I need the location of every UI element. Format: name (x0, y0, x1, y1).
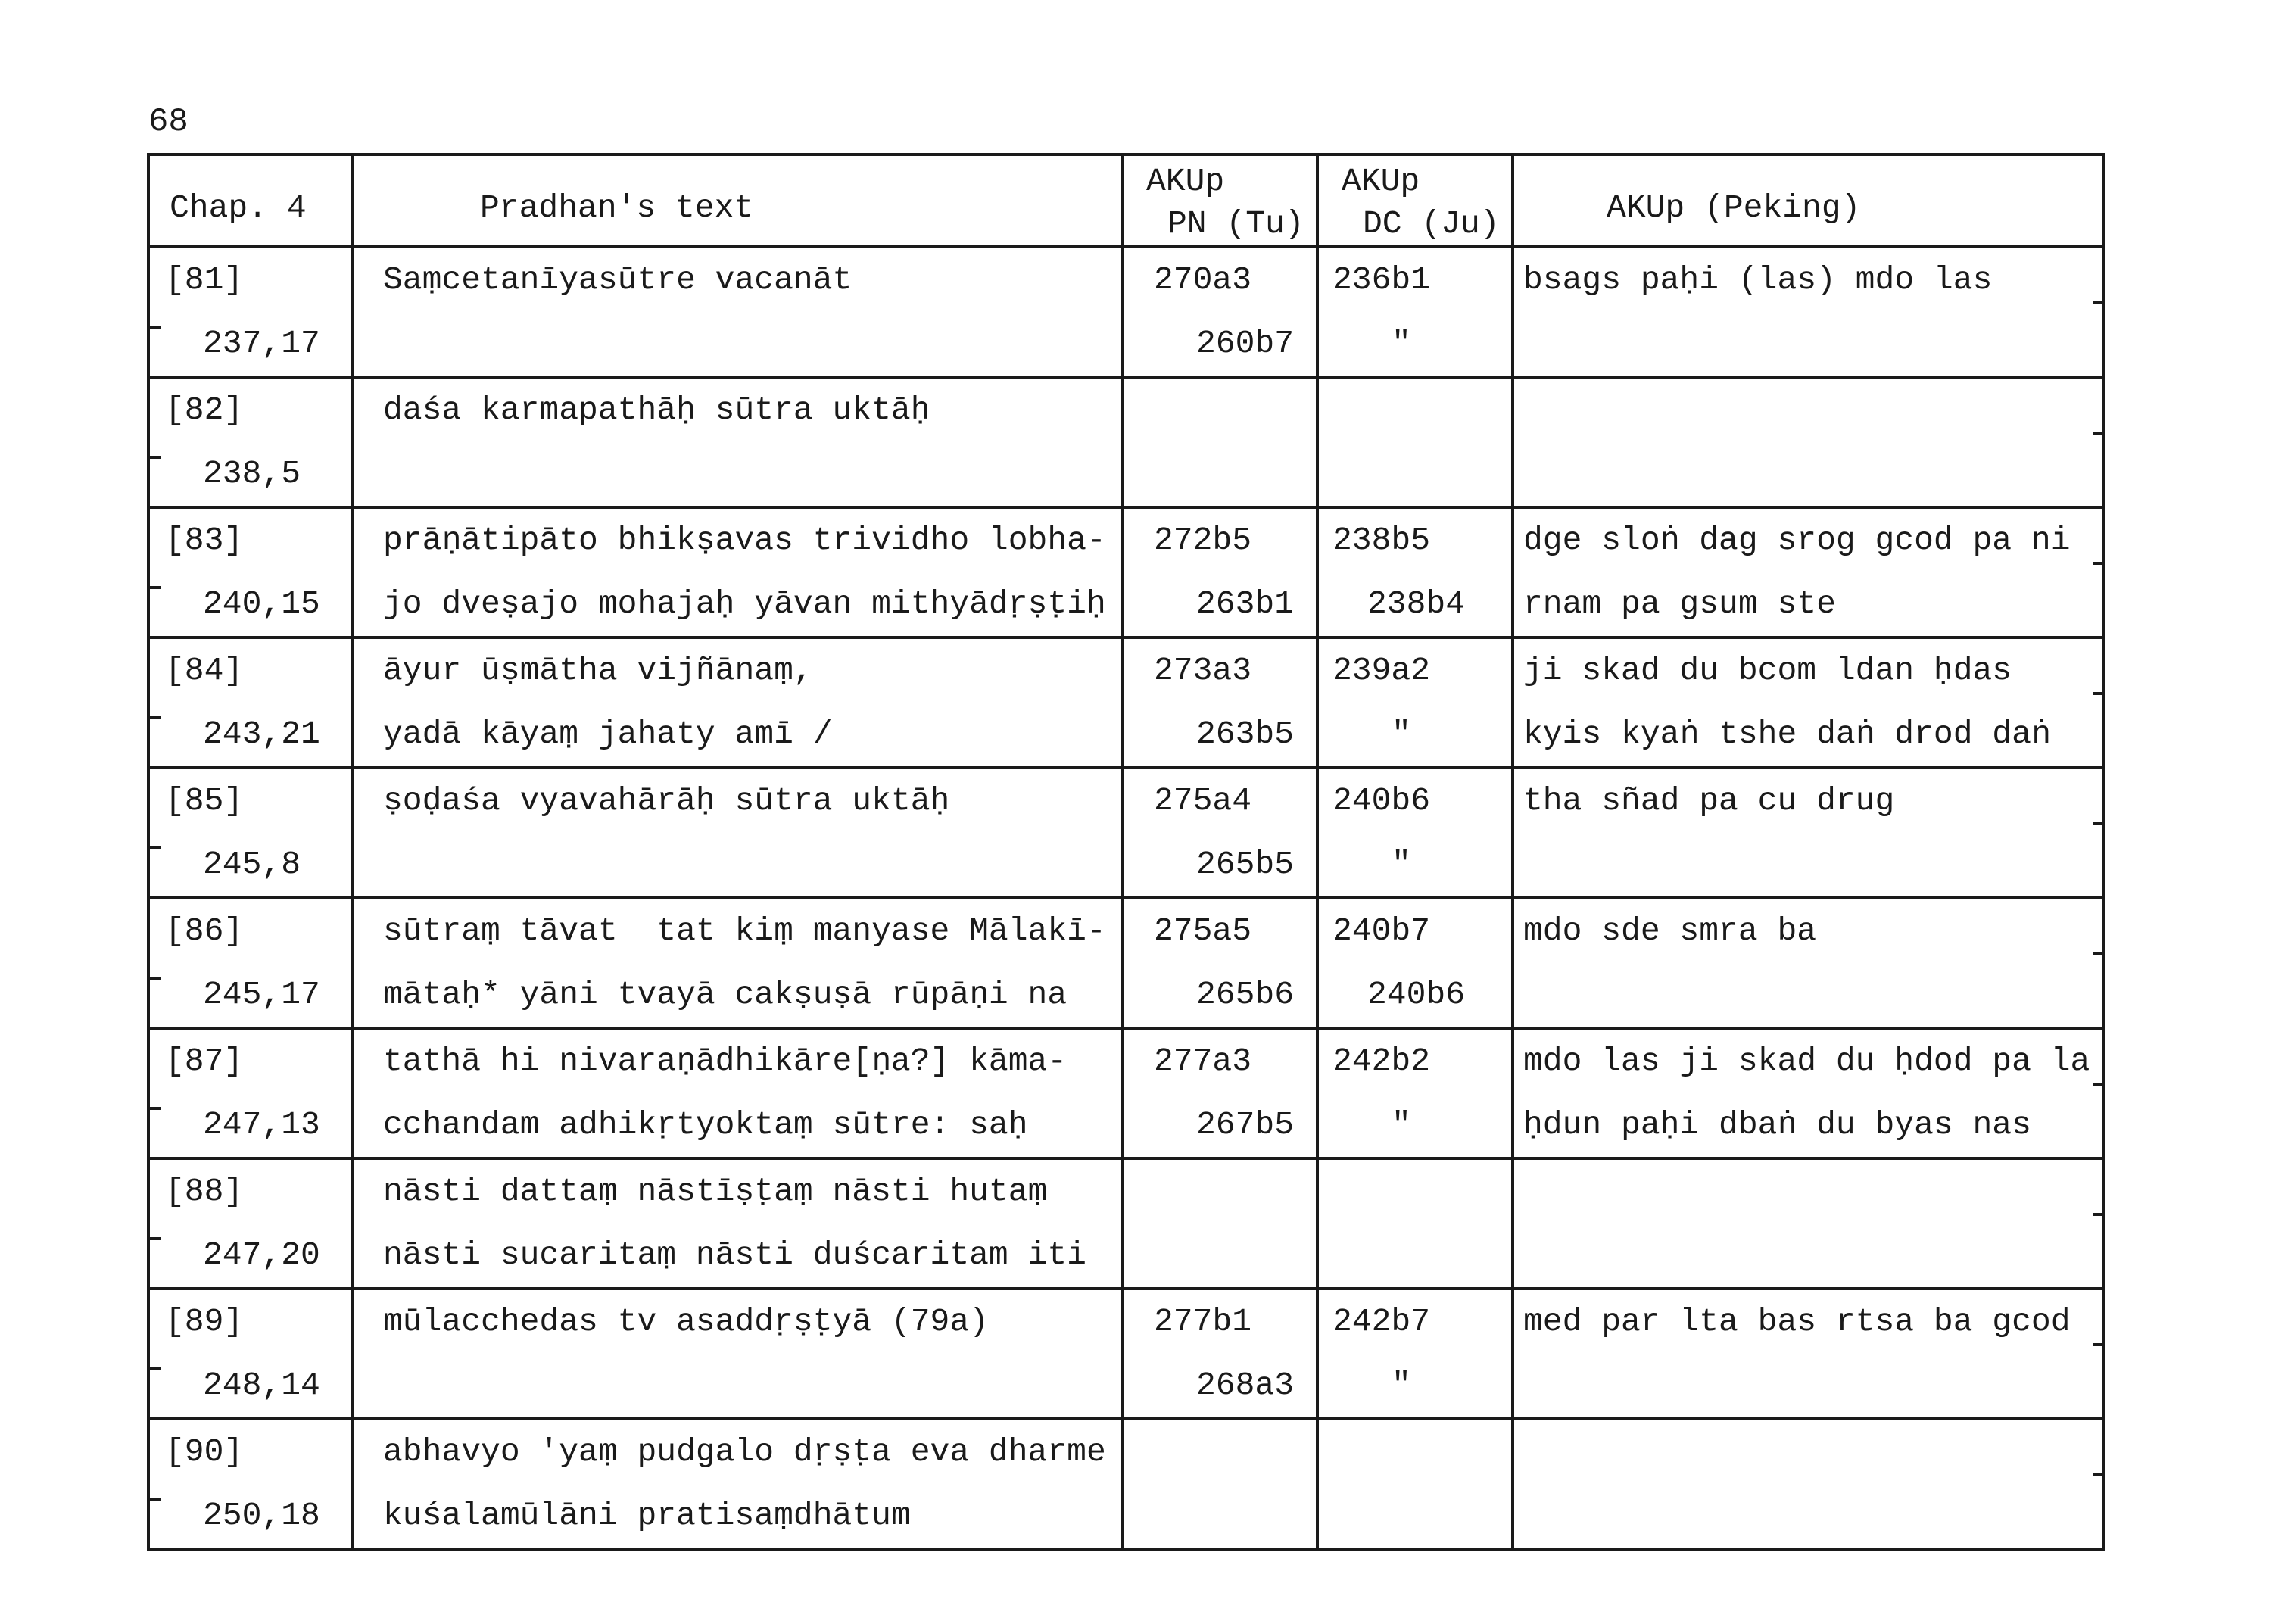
akup-peking-cell (1513, 1028, 2103, 1158)
dc-folio-2: 240b6 (1367, 976, 1466, 1013)
dc-folio-1: 239a2 (1332, 652, 1431, 689)
pn-folio-2 (1124, 442, 1316, 506)
akup-pn-cell (1122, 507, 1317, 637)
pradhan-text-cell (353, 377, 1122, 507)
dc-folio-1 (1319, 1420, 1511, 1484)
chapter-reference-cell (148, 1158, 353, 1289)
akup-pn-cell (1122, 768, 1317, 898)
text-line-2 (383, 442, 1121, 506)
akup-peking-cell (1513, 898, 2103, 1028)
pn-folio-1: 277b1 (1154, 1303, 1252, 1340)
dc-folio-2: " (1392, 1106, 1411, 1143)
akup-peking-cell (1513, 768, 2103, 898)
entry-number: [83] (165, 522, 244, 559)
text-line-1: sūtraṃ tāvat tat kiṃ manyase Mālakī- (383, 912, 1106, 949)
dc-folio-1 (1319, 379, 1511, 442)
pn-folio-1: 275a5 (1154, 912, 1252, 949)
page-line-reference: 245,8 (203, 846, 301, 883)
akup-peking-cell (1513, 377, 2103, 507)
chapter-reference-cell (148, 1289, 353, 1419)
header-akup-pn: AKUp PN (Tu) (1122, 154, 1317, 247)
chapter-reference-cell (148, 247, 353, 377)
pn-folio-2: 263b5 (1196, 715, 1295, 753)
header-akup-dc: AKUp DC (Ju) (1317, 154, 1513, 247)
entry-number: [86] (165, 912, 244, 949)
pn-folio-1 (1124, 1160, 1316, 1223)
text-line-1: nāsti dattaṃ nāstīṣṭaṃ nāsti hutaṃ (383, 1173, 1048, 1210)
margin-tick (147, 1107, 161, 1110)
akup-pn-cell (1122, 637, 1317, 768)
margin-tick (147, 456, 161, 459)
pradhan-text-cell (353, 637, 1122, 768)
pradhan-text-cell (353, 247, 1122, 377)
page-line-reference: 245,17 (203, 976, 320, 1013)
akup-peking-cell (1513, 247, 2103, 377)
dc-folio-1: 236b1 (1332, 261, 1431, 298)
page-line-reference: 247,20 (203, 1236, 320, 1273)
text-line-2: mātaḥ* yāni tvayā cakṣuṣā rūpāṇi na (383, 976, 1068, 1013)
akup-peking-cell (1513, 507, 2103, 637)
text-line-1: tathā hi nivaraṇādhikāre[ṇa?] kāma- (383, 1043, 1068, 1080)
dc-folio-1 (1319, 1160, 1511, 1223)
peking-line-2 (1523, 1354, 2102, 1417)
entry-number: [85] (165, 782, 244, 819)
text-line-2: cchandam adhikṛtyoktaṃ sūtre: saḥ (383, 1106, 1028, 1143)
peking-line-1 (1523, 379, 2102, 442)
pn-folio-1: 273a3 (1154, 652, 1252, 689)
margin-tick (2093, 692, 2105, 695)
concordance-table (147, 153, 2105, 1551)
peking-line-2 (1523, 312, 2102, 376)
chapter-reference-cell (148, 1419, 353, 1549)
entry-number: [84] (165, 652, 244, 689)
page-line-reference: 238,5 (203, 455, 301, 492)
text-line-1: Saṃcetanīyasūtre vacanāt (383, 261, 852, 298)
margin-tick (2093, 1083, 2105, 1086)
margin-tick (147, 1498, 161, 1501)
peking-line-1: mdo sde smra ba (1523, 912, 1817, 949)
pradhan-text-cell (353, 1028, 1122, 1158)
margin-tick (147, 977, 161, 980)
table-row (148, 1419, 2103, 1549)
margin-tick (147, 1237, 161, 1240)
text-line-2: yadā kāyaṃ jahaty amī / (383, 715, 833, 753)
peking-line-2: kyis kyaṅ tshe daṅ drod daṅ (1523, 715, 2051, 753)
table-row (148, 377, 2103, 507)
text-line-1: mūlacchedas tv asaddṛṣṭyā (79a) (383, 1303, 989, 1340)
table-row (148, 637, 2103, 768)
akup-peking-cell (1513, 1158, 2103, 1289)
pradhan-text-cell (353, 768, 1122, 898)
margin-tick (2093, 1473, 2105, 1476)
entry-number: [89] (165, 1303, 244, 1340)
peking-line-2 (1523, 963, 2102, 1027)
peking-line-2 (1523, 1484, 2102, 1548)
entry-number: [87] (165, 1043, 244, 1080)
text-line-2 (383, 833, 1121, 896)
table-row (148, 1028, 2103, 1158)
dc-folio-1: 242b7 (1332, 1303, 1431, 1340)
table-row (148, 1158, 2103, 1289)
akup-dc-cell (1317, 1028, 1513, 1158)
entry-number: [88] (165, 1173, 244, 1210)
header-akup-peking: AKUp (Peking) (1513, 154, 2103, 247)
margin-tick (2093, 1213, 2105, 1216)
peking-line-1: mdo las ji skad du ḥdod pa la (1523, 1043, 2090, 1080)
akup-dc-cell (1317, 1419, 1513, 1549)
chapter-reference-cell (148, 507, 353, 637)
pn-folio-2 (1124, 1484, 1316, 1548)
entry-number: [81] (165, 261, 244, 298)
margin-tick (147, 846, 161, 849)
header-chapter: Chap. 4 (148, 154, 353, 247)
dc-folio-1: 240b6 (1332, 782, 1431, 819)
pn-folio-1: 277a3 (1154, 1043, 1252, 1080)
margin-tick (147, 586, 161, 589)
akup-pn-cell (1122, 898, 1317, 1028)
pradhan-text-cell (353, 507, 1122, 637)
pn-folio-1: 270a3 (1154, 261, 1252, 298)
peking-line-1: dge sloṅ dag srog gcod pa ni (1523, 522, 2071, 559)
dc-folio-2 (1319, 1484, 1511, 1548)
peking-line-2: ḥdun paḥi dbaṅ du byas nas (1523, 1106, 2031, 1143)
peking-line-1: ji skad du bcom ldan ḥdas (1523, 652, 2012, 689)
pn-folio-1 (1124, 1420, 1316, 1484)
akup-pn-cell (1122, 247, 1317, 377)
pn-folio-1 (1124, 379, 1316, 442)
akup-peking-cell (1513, 1419, 2103, 1549)
table-row (148, 1289, 2103, 1419)
text-line-1: āyur ūṣmātha vijñānaṃ, (383, 652, 813, 689)
table-row (148, 247, 2103, 377)
pn-folio-1: 275a4 (1154, 782, 1252, 819)
text-line-1: daśa karmapathāḥ sūtra uktāḥ (383, 391, 930, 429)
entry-number: [82] (165, 391, 244, 429)
text-line-2 (383, 1354, 1121, 1417)
margin-tick (2093, 432, 2105, 435)
page-line-reference: 240,15 (203, 585, 320, 622)
peking-line-1: tha sñad pa cu drug (1523, 782, 1895, 819)
page-line-reference: 247,13 (203, 1106, 320, 1143)
margin-tick (2093, 952, 2105, 955)
margin-tick (147, 1367, 161, 1370)
dc-folio-2: " (1392, 325, 1411, 362)
akup-dc-cell (1317, 507, 1513, 637)
peking-line-2: rnam pa gsum ste (1523, 585, 1836, 622)
text-line-2: jo dveṣajo mohajaḥ yāvan mithyādṛṣṭiḥ (383, 585, 1106, 622)
pn-folio-2: 267b5 (1196, 1106, 1295, 1143)
akup-pn-cell (1122, 377, 1317, 507)
akup-pn-cell (1122, 1028, 1317, 1158)
page-line-reference: 250,18 (203, 1497, 320, 1534)
margin-tick (147, 326, 161, 329)
pn-folio-1: 272b5 (1154, 522, 1252, 559)
akup-dc-cell (1317, 1289, 1513, 1419)
margin-tick (2093, 301, 2105, 304)
peking-line-1: med par lta bas rtsa ba gcod (1523, 1303, 2071, 1340)
pradhan-text-cell (353, 1158, 1122, 1289)
dc-folio-2 (1319, 1223, 1511, 1287)
dc-folio-2 (1319, 442, 1511, 506)
pn-folio-2: 263b1 (1196, 585, 1295, 622)
pn-folio-2: 265b6 (1196, 976, 1295, 1013)
text-line-2 (383, 312, 1121, 376)
pn-folio-2: 265b5 (1196, 846, 1295, 883)
peking-line-1: bsags paḥi (las) mdo las (1523, 261, 1993, 298)
table-body (148, 247, 2103, 1549)
dc-folio-2: " (1392, 846, 1411, 883)
pradhan-text-cell (353, 898, 1122, 1028)
dc-folio-1: 238b5 (1332, 522, 1431, 559)
table-row (148, 768, 2103, 898)
margin-tick (2093, 562, 2105, 565)
text-line-1: prāṇātipāto bhikṣavas trividho lobha- (383, 522, 1106, 559)
text-line-1: abhavyo 'yaṃ pudgalo dṛṣṭa eva dharme (383, 1433, 1106, 1470)
text-line-2: nāsti sucaritaṃ nāsti duścaritam iti (383, 1236, 1086, 1273)
chapter-reference-cell (148, 898, 353, 1028)
peking-line-2 (1523, 442, 2102, 506)
header-pradhan-text: Pradhan's text (353, 154, 1122, 247)
chapter-reference-cell (148, 768, 353, 898)
pradhan-text-cell (353, 1289, 1122, 1419)
akup-dc-cell (1317, 637, 1513, 768)
akup-pn-cell (1122, 1419, 1317, 1549)
chapter-reference-cell (148, 637, 353, 768)
akup-dc-cell (1317, 247, 1513, 377)
dc-folio-2: 238b4 (1367, 585, 1466, 622)
text-line-2: kuśalamūlāni pratisaṃdhātum (383, 1497, 911, 1534)
pn-folio-2: 260b7 (1196, 325, 1295, 362)
pradhan-text-cell (353, 1419, 1122, 1549)
chapter-reference-cell (148, 377, 353, 507)
pn-folio-2: 268a3 (1196, 1367, 1295, 1404)
page-number: 68 (148, 103, 189, 141)
peking-line-2 (1523, 1223, 2102, 1287)
dc-folio-2: " (1392, 1367, 1411, 1404)
dc-folio-1: 242b2 (1332, 1043, 1431, 1080)
akup-pn-cell (1122, 1158, 1317, 1289)
akup-peking-cell (1513, 637, 2103, 768)
akup-pn-cell (1122, 1289, 1317, 1419)
page-line-reference: 237,17 (203, 325, 320, 362)
akup-dc-cell (1317, 377, 1513, 507)
akup-dc-cell (1317, 1158, 1513, 1289)
margin-tick (147, 716, 161, 719)
dc-folio-1: 240b7 (1332, 912, 1431, 949)
table-row (148, 507, 2103, 637)
text-line-1: ṣoḍaśa vyavahārāḥ sūtra uktāḥ (383, 782, 950, 819)
peking-line-1 (1523, 1160, 2102, 1223)
chapter-reference-cell (148, 1028, 353, 1158)
page-line-reference: 243,21 (203, 715, 320, 753)
table-row (148, 898, 2103, 1028)
peking-line-1 (1523, 1420, 2102, 1484)
akup-dc-cell (1317, 768, 1513, 898)
margin-tick (2093, 822, 2105, 825)
pn-folio-2 (1124, 1223, 1316, 1287)
akup-dc-cell (1317, 898, 1513, 1028)
entry-number: [90] (165, 1433, 244, 1470)
page-line-reference: 248,14 (203, 1367, 320, 1404)
margin-tick (2093, 1343, 2105, 1346)
dc-folio-2: " (1392, 715, 1411, 753)
akup-peking-cell (1513, 1289, 2103, 1419)
peking-line-2 (1523, 833, 2102, 896)
table-header (148, 154, 2103, 247)
